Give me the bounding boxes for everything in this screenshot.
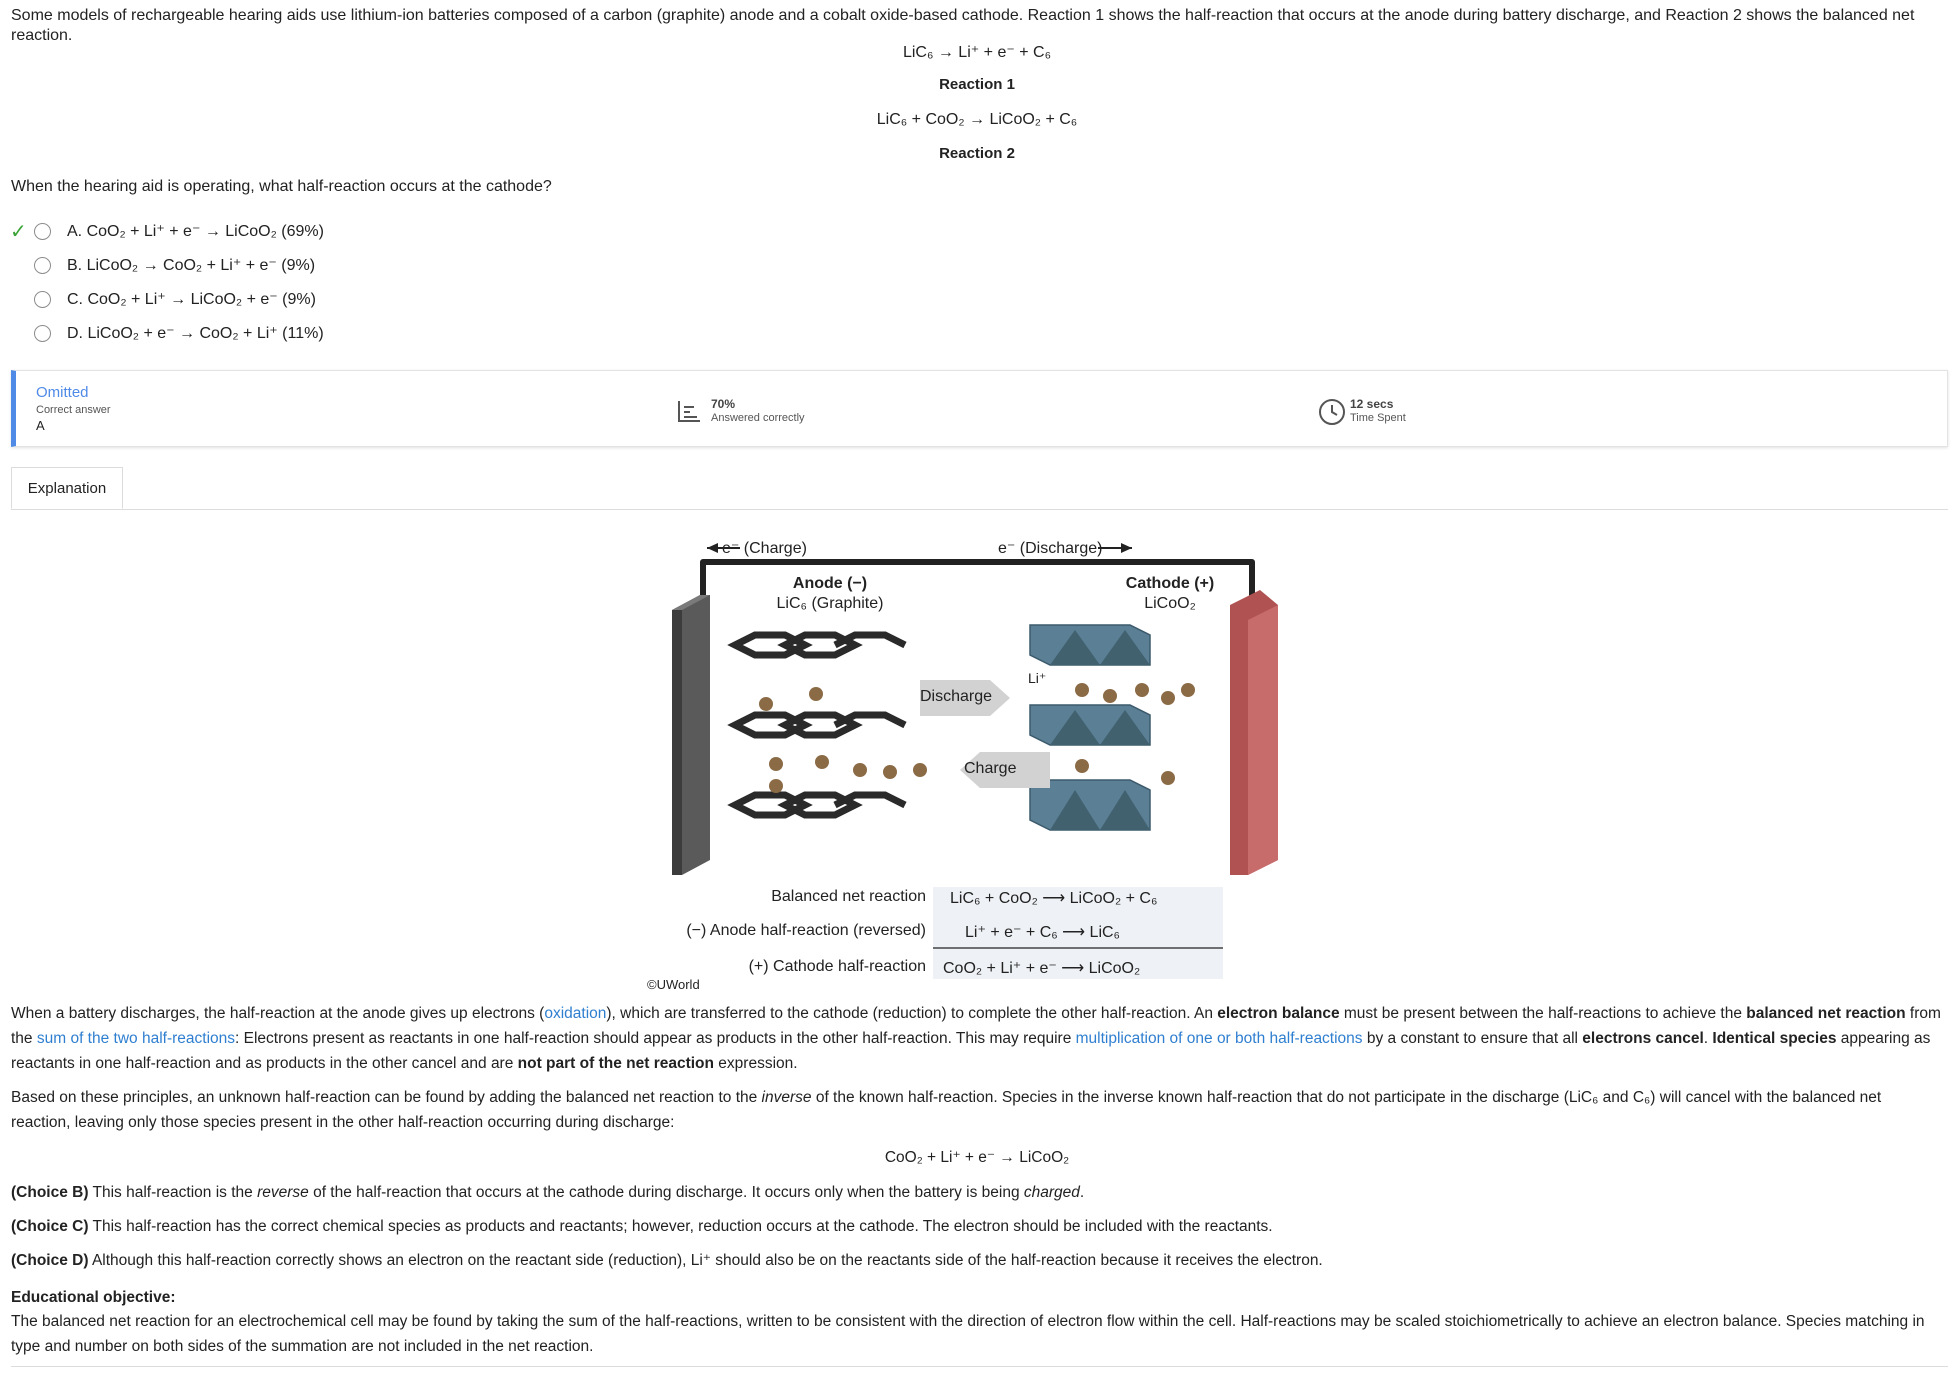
explanation-paragraph-1 xyxy=(11,1001,1943,1076)
charge-label: Charge xyxy=(964,760,1017,777)
tab-bar xyxy=(11,467,1948,510)
radio-button[interactable] xyxy=(34,257,51,274)
divider xyxy=(11,1366,1948,1367)
battery-diagram xyxy=(647,530,1320,992)
cathode-title: Cathode (+) xyxy=(1125,575,1215,592)
correct-check-icon: ✓ xyxy=(10,221,27,243)
radio-button[interactable] xyxy=(34,223,51,240)
anode-subtitle: LiC₆ (Graphite) xyxy=(776,595,884,612)
text: of the known half-reaction. Species in the inverse known half-reaction that do not participate in the discharge (LiC₆ and C₆) will cancel with the balanced net reaction, leaving only those species present in the other half-reaction occurring during discharge: xyxy=(11,1089,1882,1131)
discharge-label: Discharge xyxy=(920,688,993,705)
choice-d-explanation xyxy=(11,1248,1943,1273)
anode-row-eq: Li⁺ + e⁻ + C₆ ⟶ LiC₆ xyxy=(965,924,1121,941)
choice-label: (Choice B) xyxy=(11,1184,89,1201)
oxidation-link[interactable]: oxidation xyxy=(544,1005,607,1022)
anode-row-label: (−) Anode half-reaction (reversed) xyxy=(686,922,926,939)
cathode-row-label: (+) Cathode half-reaction xyxy=(748,958,926,975)
anode-title: Anode (−) xyxy=(792,575,868,592)
reaction-2-equation: LiC₆ + CoO₂ → LiCoO₂ + C₆ xyxy=(876,111,1078,128)
bar-chart-icon xyxy=(676,399,702,423)
text: Based on these principles, an unknown half-reaction can be found by adding the balanced net reaction to the xyxy=(11,1089,762,1106)
bold-term: balanced net reaction xyxy=(1746,1005,1906,1022)
choice-label: (Choice D) xyxy=(11,1252,89,1269)
clock-icon xyxy=(1318,398,1346,426)
result-equation: CoO₂ + Li⁺ + e⁻ → LiCoO₂ xyxy=(884,1149,1070,1166)
text: expression. xyxy=(714,1055,798,1072)
objective-title: Educational objective: xyxy=(11,1289,176,1306)
lithium-ion-label: Li⁺ xyxy=(1028,670,1047,686)
correct-answer-value: A xyxy=(36,418,45,433)
choice-d[interactable] xyxy=(34,321,324,345)
emphasis: reverse xyxy=(257,1184,309,1201)
choice-b-label: B. LiCoO₂ → CoO₂ + Li⁺ + e⁻ (9%) xyxy=(67,257,316,274)
bold-term: Identical species xyxy=(1712,1030,1837,1047)
text: . xyxy=(1079,1184,1085,1201)
text: . xyxy=(1703,1030,1713,1047)
bold-term: electrons cancel xyxy=(1582,1030,1704,1047)
text: Although this half-reaction correctly shows an electron on the reactant side (reduction), Li⁺ should also be on the reactants side of the half-reaction because it receives the electron. xyxy=(88,1252,1323,1269)
text: This half-reaction is the xyxy=(88,1184,258,1201)
net-reaction-row-eq: LiC₆ + CoO₂ ⟶ LiCoO₂ + C₆ xyxy=(950,890,1158,907)
multiplication-link[interactable]: multiplication of one or both half-reactions xyxy=(1075,1030,1363,1047)
choice-b-explanation xyxy=(11,1180,1943,1205)
reaction-2-label: Reaction 2 xyxy=(939,145,1015,162)
choice-a[interactable] xyxy=(34,219,324,243)
choice-d-label: D. LiCoO₂ + e⁻ → CoO₂ + Li⁺ (11%) xyxy=(67,325,324,342)
correct-answer-label: Correct answer xyxy=(36,404,111,416)
choice-label: (Choice C) xyxy=(11,1218,89,1235)
time-spent-label: Time Spent xyxy=(1350,412,1406,424)
choice-c-explanation xyxy=(11,1214,1943,1239)
text: ), which are transferred to the cathode (reduction) to complete the other half-reaction. An xyxy=(606,1005,1218,1022)
percent-correct-label: Answered correctly xyxy=(711,412,805,424)
time-spent: 12 secs xyxy=(1350,397,1394,411)
choice-b[interactable] xyxy=(34,253,315,277)
answer-stats-bar xyxy=(11,370,1948,447)
text: must be present between the half-reactions to achieve the xyxy=(1339,1005,1747,1022)
reaction-1-label: Reaction 1 xyxy=(939,76,1015,93)
text: This half-reaction has the correct chemical species as products and reactants; however, reduction occurs at the cathode. The electron should be included with the reactants. xyxy=(88,1218,1273,1235)
choice-a-label: A. CoO₂ + Li⁺ + e⁻ → LiCoO₂ (69%) xyxy=(67,223,324,240)
explanation-paragraph-2 xyxy=(11,1085,1943,1135)
sum-half-reactions-link[interactable]: sum of the two half-reactions xyxy=(36,1030,236,1047)
percent-correct: 70% xyxy=(711,397,736,411)
choice-c-label: C. CoO₂ + Li⁺ → LiCoO₂ + e⁻ (9%) xyxy=(67,291,316,308)
copyright: ©UWorld xyxy=(647,977,700,992)
emphasis: inverse xyxy=(761,1089,812,1106)
text: When a battery discharges, the half-reaction at the anode gives up electrons ( xyxy=(11,1005,545,1022)
bold-term: not part of the net reaction xyxy=(517,1055,714,1072)
emphasis: charged xyxy=(1023,1184,1080,1201)
reaction-1-equation: LiC₆ → Li⁺ + e⁻ + C₆ xyxy=(902,44,1052,61)
net-reaction-row-label: Balanced net reaction xyxy=(771,888,926,905)
charge-arrow-label: e⁻ (Charge) xyxy=(722,540,807,557)
radio-button[interactable] xyxy=(34,325,51,342)
bold-term: electron balance xyxy=(1217,1005,1340,1022)
radio-button[interactable] xyxy=(34,291,51,308)
text: from the xyxy=(11,1005,1941,1047)
tab-explanation[interactable]: Explanation xyxy=(11,467,123,509)
choice-c[interactable] xyxy=(34,287,316,311)
cathode-subtitle: LiCoO₂ xyxy=(1144,595,1196,612)
text: : Electrons present as reactants in one half-reaction should appear as products in the other half-reaction. This may require xyxy=(235,1030,1076,1047)
text: of the half-reaction that occurs at the cathode during discharge. It occurs only when the battery is being xyxy=(308,1184,1024,1201)
text: by a constant to ensure that all xyxy=(1362,1030,1583,1047)
status-label: Omitted xyxy=(36,384,89,401)
discharge-arrow-label: e⁻ (Discharge) xyxy=(998,540,1103,557)
question-stem: Some models of rechargeable hearing aids use lithium-ion batteries composed of a carbon (graphite) anode and a cobalt oxide-based cathode. Reaction 1 shows the half-reaction that occurs at the anode during battery discharge, and Reaction 2 shows the balanced net reaction. xyxy=(11,7,1915,44)
question-text: When the hearing aid is operating, what half-reaction occurs at the cathode? xyxy=(11,178,552,195)
cathode-row-eq: CoO₂ + Li⁺ + e⁻ ⟶ LiCoO₂ xyxy=(943,960,1141,977)
objective-text: The balanced net reaction for an electrochemical cell may be found by taking the sum of the half-reactions, written to be consistent with the direction of electron flow within the cell. Half-reactions may be scaled stoichiometrically to achieve an electron balance. Species matching in type and number on both sides of the summation are not included in the net reaction. xyxy=(11,1313,1925,1355)
text: appearing as reactants in one half-reaction and as products in the other cancel and are xyxy=(11,1030,1931,1072)
